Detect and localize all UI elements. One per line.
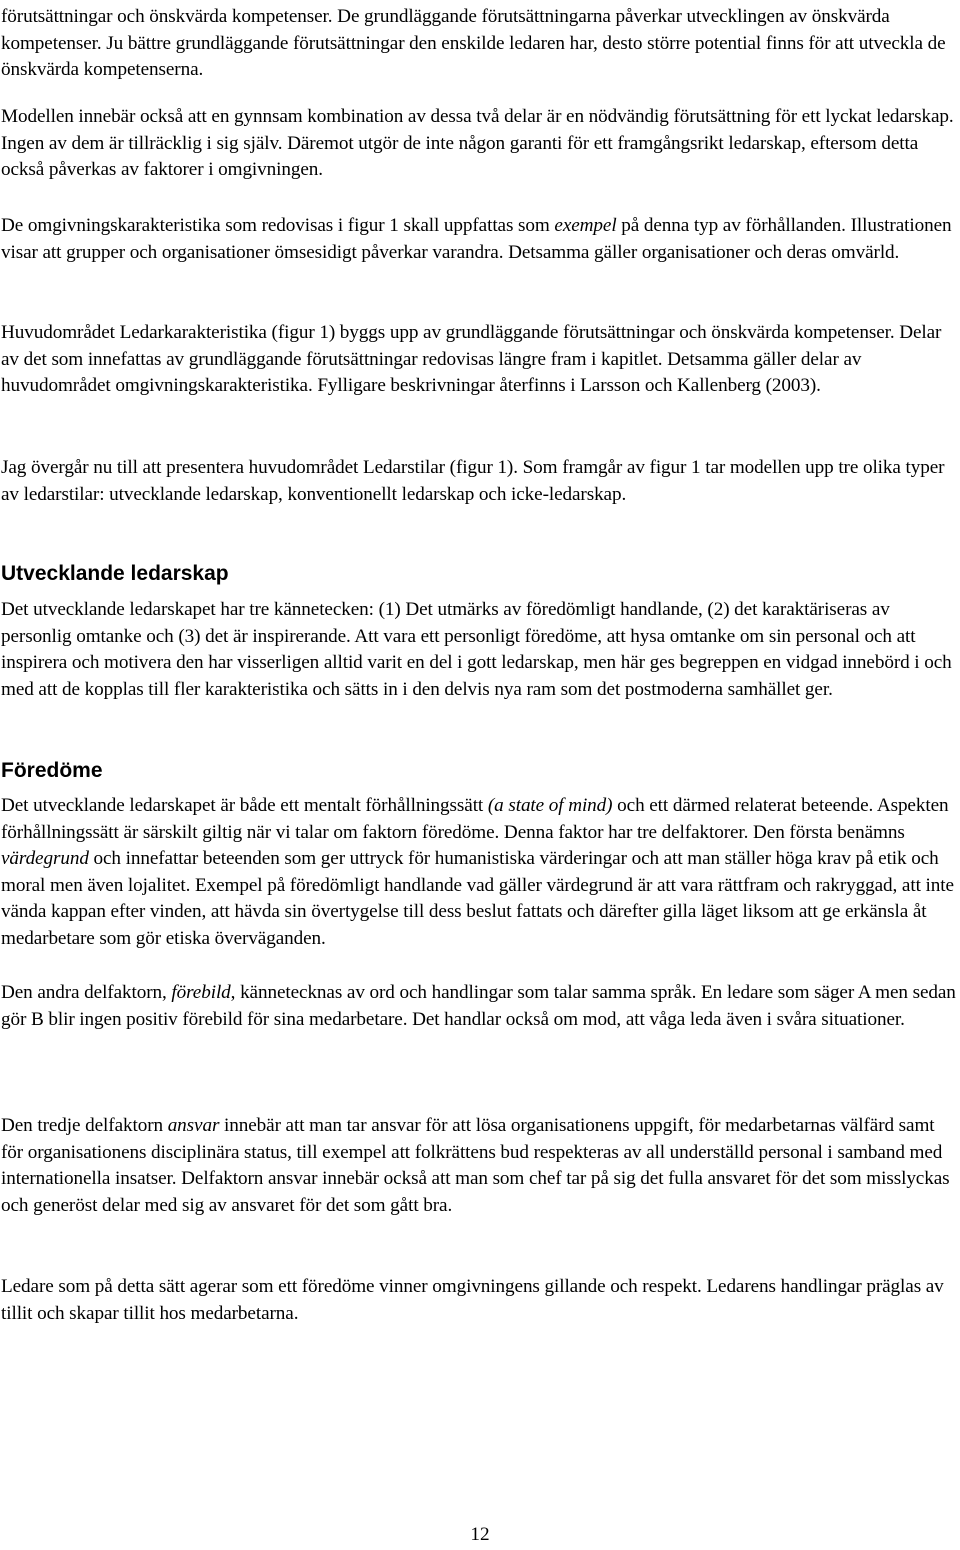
paragraph-environment xyxy=(1,213,957,266)
text-run: innebär att man tar ansvar för att lösa organisationens uppgift, för medarbetarnas välfärd samt för organisationens disciplinära status, till exempel att folkrättens bud respekteras av all underställd personal i samband med internationella insatser. Delfaktorn ansvar innebär också att man som chef tar på sig det fulla ansvaret för det som misslyckas och generöst delar med sig av ansvaret för det som gått bra. xyxy=(1,1115,950,1216)
text-run: på denna typ av förhållanden. Illustrationen visar att grupper och organisationer ömsesidigt påverkar varandra. Detsamma gäller organisationer och deras omvärld. xyxy=(1,215,952,263)
paragraph-ansvar xyxy=(1,1113,957,1219)
paragraph-intro: förutsättningar och önskvärda kompetenser. De grundläggande förutsättningarna påverkar utvecklingen av önskvärda kompetenser. Ju bättre grundläggande förutsättningar den enskilde ledaren har, desto större potential finns för att utveckla de önskvärda kompetenserna. xyxy=(1,6,946,81)
emphasis-ansvar: ansvar xyxy=(167,1115,220,1136)
text-run: Det utvecklande ledarskapet är både ett mentalt förhållningssätt xyxy=(1,795,488,816)
emphasis-vardegrund: värdegrund xyxy=(1,848,89,870)
text-run: Den tredje delfaktorn xyxy=(1,1115,168,1136)
paragraph-ledare: Ledare som på detta sätt agerar som ett föredöme vinner omgivningens gillande och respekt. Ledarens handlingar präglas av tillit och skapar tillit hos medarbetarna. xyxy=(1,1276,944,1324)
text-run: Den andra delfaktorn, xyxy=(1,982,172,1003)
text-run: De omgivningskarakteristika som redovisas i figur 1 skall uppfattas som xyxy=(1,215,555,236)
paragraph-main-area: Huvudområdet Ledarkarakteristika (figur 1) byggs upp av grundläggande förutsättningar och önskvärda kompetenser. Delar av det som innefattas av grundläggande förutsättningar redovisas längre fram i kapitlet. Detsamma gäller delar av huvudområdet omgivningskarakteristika. Fylligare beskrivningar återfinns i Larsson och Kallenberg (2003). xyxy=(1,322,942,397)
subsection-heading-foredome: Föredöme xyxy=(1,759,103,782)
emphasis-state-of-mind: (a state of mind) xyxy=(487,795,613,816)
text-run: och ett därmed relaterat beteende. Aspekten förhållningssätt är särskilt giltig när vi talar om faktorn föredöme. Denna faktor har tre delfaktorer. Den första benämns xyxy=(1,795,949,843)
text-run: och innefattar beteenden som ger uttryck för humanistiska värderingar och att man ställer höga krav på etik och moral men även lojalitet. Exempel på föredömligt handlande vad gäller värdegrund är att vara rättfram och rakryggad, att inte vända kappan efter vinden, att hävda sin övertygelse till dess beslut fattats och därefter gilla läget liksom att ge erkänsla åt medarbetare som gör etiska överväganden. xyxy=(1,848,954,949)
paragraph-forebild xyxy=(1,980,957,1033)
paragraph-utvecklande: Det utvecklande ledarskapet har tre kännetecken: (1) Det utmärks av föredömligt handlande, (2) det karaktäriseras av personlig omtanke och (3) det är inspirerande. Att vara ett personligt föredöme, att hysa omtanke om sin personal och att inspirera och motivera den har visserligen alltid varit en del i gott ledarskap, men här ges begreppen en vidgad innebörd i och med att de kopplas till fler karakteristika och sätts in i den delvis nya ram som det postmoderna samhället ger. xyxy=(1,599,952,700)
paragraph-model: Modellen innebär också att en gynnsam kombination av dessa två delar är en nödvändig förutsättning för ett lyckat ledarskap. Ingen av dem är tillräcklig i sig själv. Däremot utgör de inte någon garanti för ett framgångsrikt ledarskap, eftersom detta också påverkas av faktorer i omgivningen. xyxy=(1,106,954,181)
emphasis-exempel: exempel xyxy=(554,215,617,236)
text-run: , kännetecknas av ord och handlingar som talar samma språk. En ledare som säger A men sedan gör B blir ingen positiv förebild för sina medarbetare. Det handlar också om mod, att våga leda även i svåra situationer. xyxy=(1,982,956,1030)
page-number: 12 xyxy=(470,1524,490,1545)
section-heading-utvecklande: Utvecklande ledarskap xyxy=(1,562,229,585)
emphasis-forebild: förebild xyxy=(171,982,231,1003)
paragraph-foredome xyxy=(1,793,957,953)
paragraph-leadership-styles: Jag övergår nu till att presentera huvudområdet Ledarstilar (figur 1). Som framgår av figur 1 tar modellen upp tre olika typer av ledarstilar: utvecklande ledarskap, konventionellt ledarskap och icke-ledarskap. xyxy=(1,457,945,505)
